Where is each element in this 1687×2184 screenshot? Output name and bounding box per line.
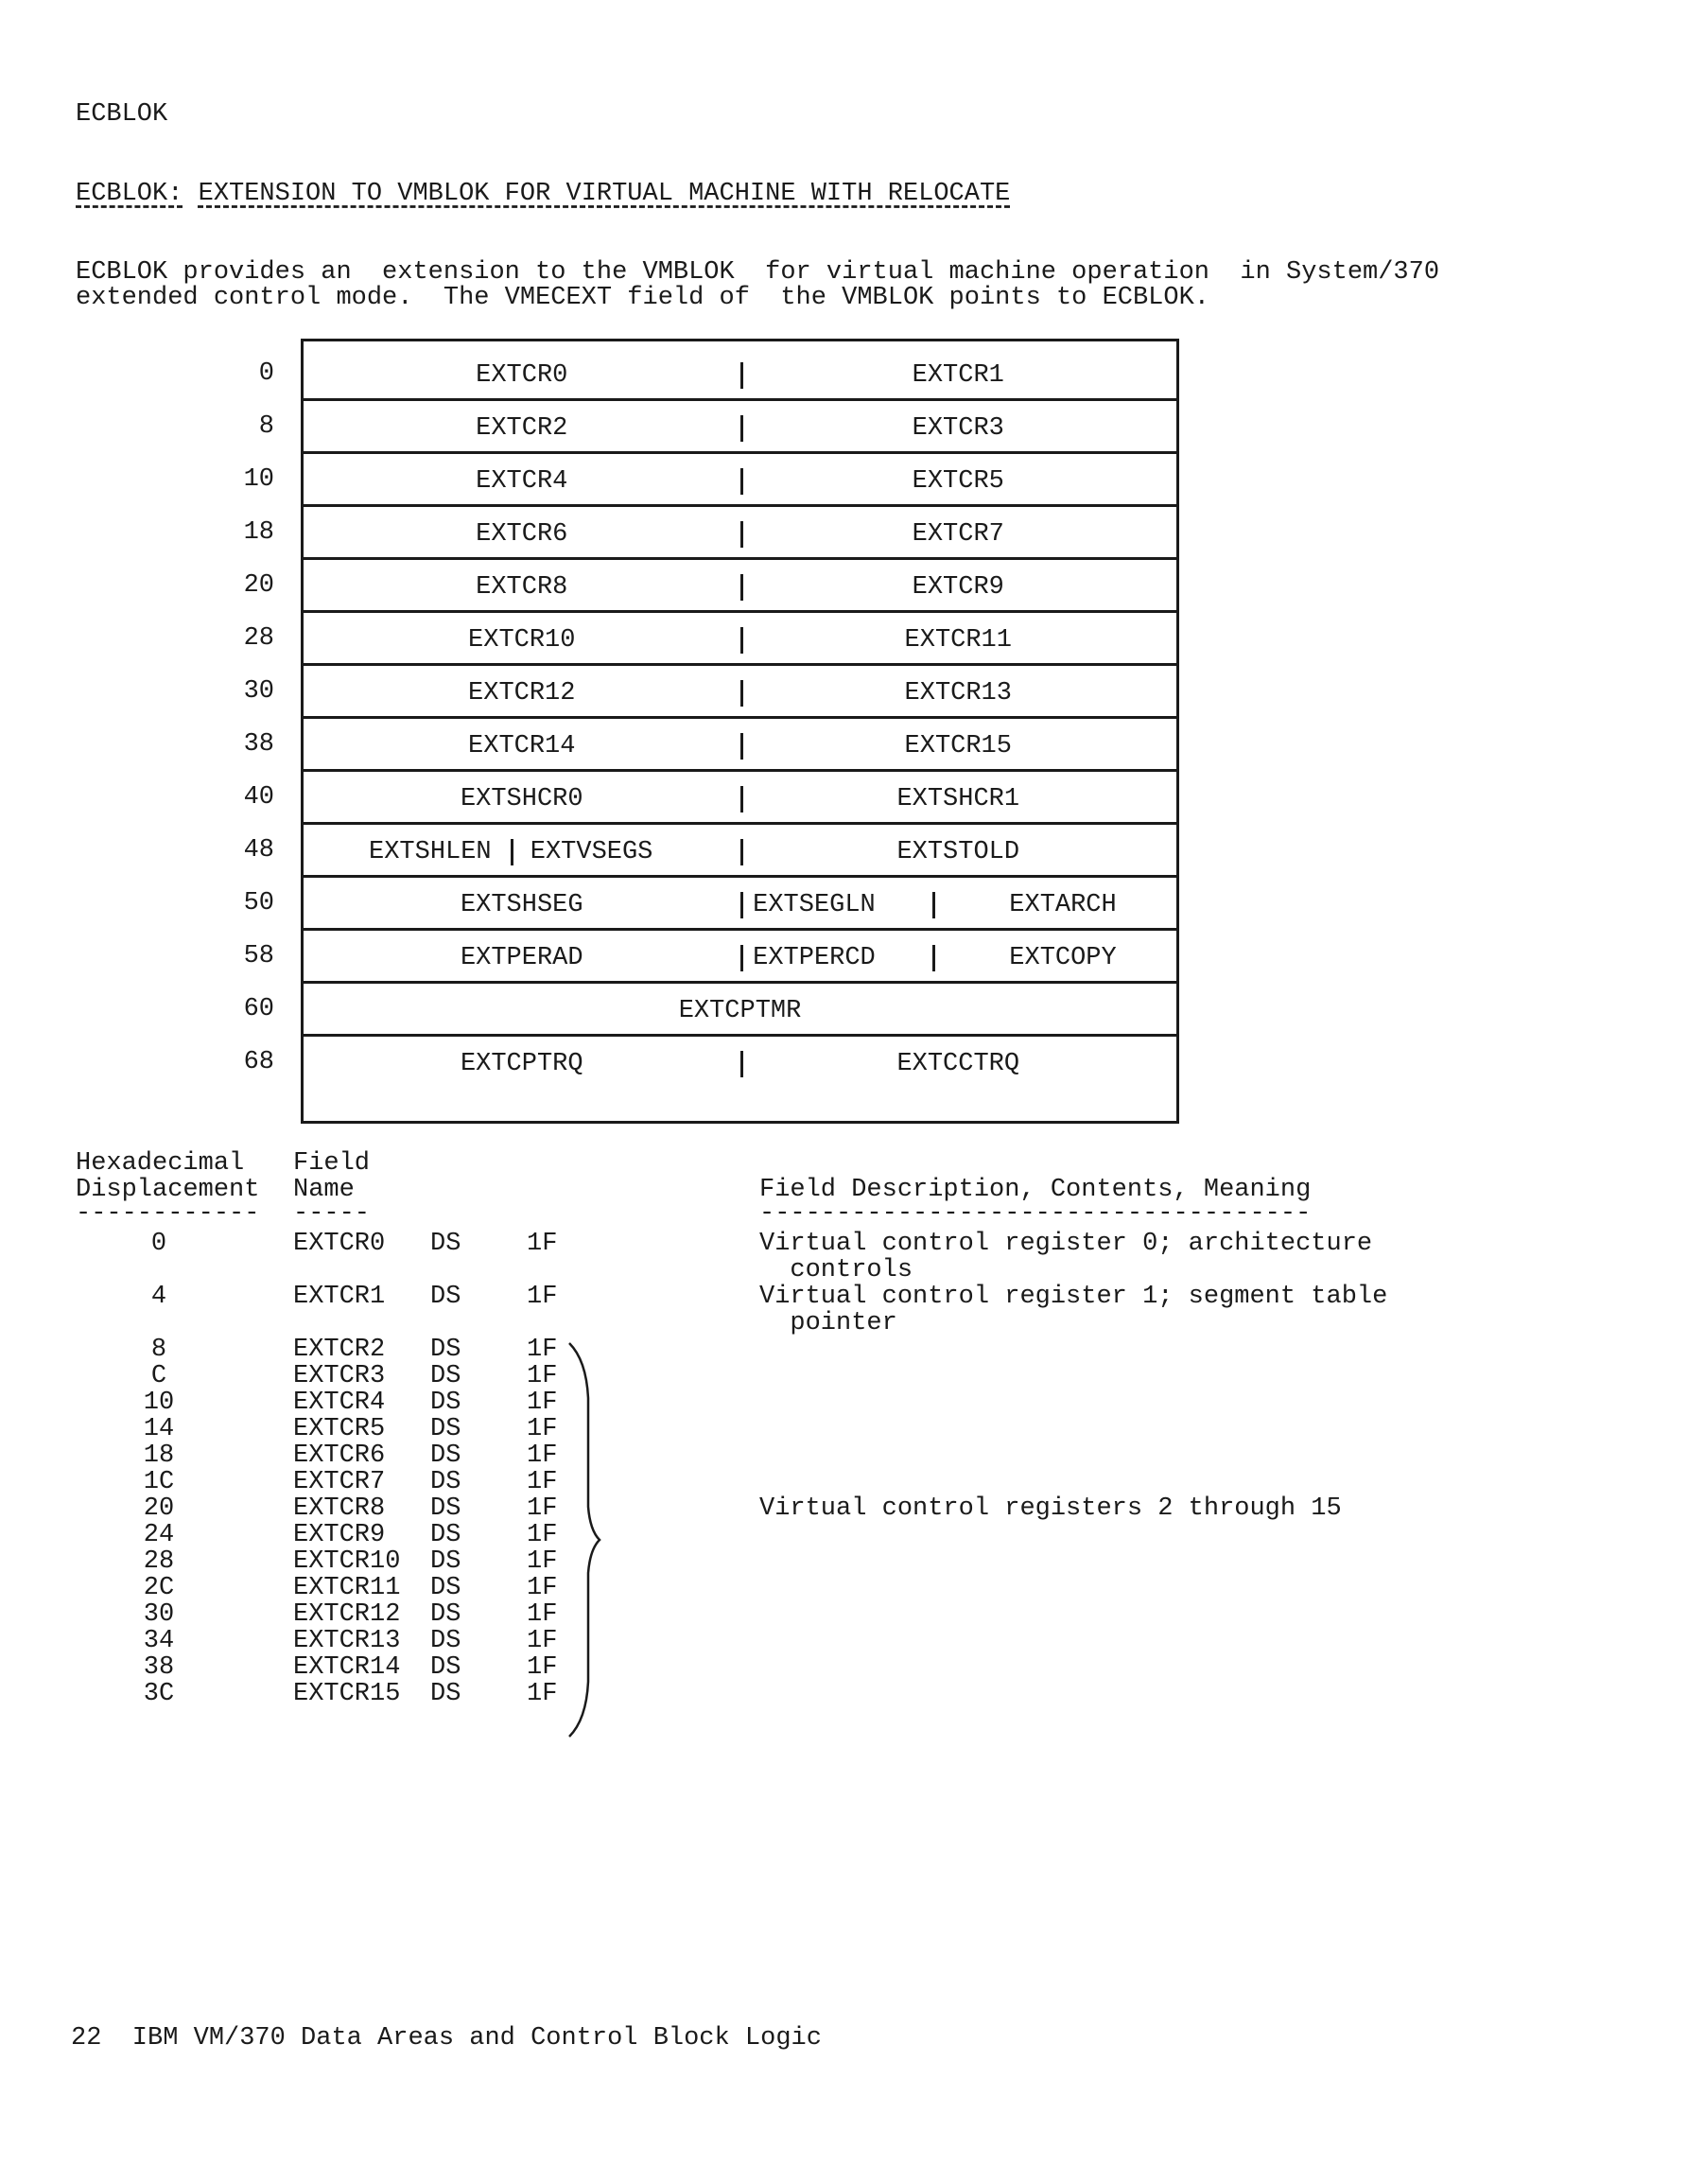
field-cell-extcr14: EXTCR14 [468,732,576,760]
row-divider [304,1034,1176,1037]
field-cell-extcr4: EXTCR4 [476,467,568,496]
field-cell-extcr12: EXTCR12 [468,679,576,708]
page-footer: 22 IBM VM/370 Data Areas and Control Block Logic [71,2024,822,2053]
field-cell-extperad: EXTPERAD [460,944,583,972]
field-disp: 0 [150,1230,167,1258]
field-name: EXTCR0 [293,1230,386,1258]
field-type: DS [430,1627,461,1655]
field-cell-extcr7: EXTCR7 [912,520,1004,549]
cell-divider [740,786,743,812]
field-cell-extcr3: EXTCR3 [912,414,1004,443]
field-disp: 3C [143,1680,175,1708]
field-name: EXTCR13 [293,1627,401,1655]
field-disp: 18 [143,1441,175,1470]
cell-divider [740,733,743,760]
row-divider [304,716,1176,719]
field-name: EXTCR15 [293,1680,401,1708]
field-cell-extcr0: EXTCR0 [476,361,568,390]
field-type: DS [430,1230,461,1258]
row-divider [304,822,1176,825]
field-len: 1F [527,1680,558,1708]
field-disp: 1C [143,1468,175,1496]
field-len: 1F [527,1547,558,1576]
row-divider [304,663,1176,666]
col-header-name-1: Field [293,1149,371,1178]
cell-divider [740,521,743,548]
offset-label: 10 [243,465,274,494]
field-len: 1F [527,1574,558,1602]
row-divider [304,451,1176,454]
layout-row [304,720,1176,773]
field-desc: Virtual control register 0; architecture [759,1230,1373,1258]
row-divider [304,610,1176,613]
field-cell-extcr6: EXTCR6 [476,520,568,549]
field-len: 1F [527,1389,558,1417]
layout-row [304,932,1176,985]
cell-divider [511,839,513,865]
layout-row [304,402,1176,455]
cell-divider [740,415,743,442]
cell-divider [740,680,743,707]
field-len: 1F [527,1627,558,1655]
cell-divider [740,892,743,918]
field-len: 1F [527,1362,558,1390]
layout-row [304,667,1176,720]
row-divider [304,398,1176,401]
offset-label: 68 [243,1048,274,1076]
field-cell-extshlen: EXTSHLEN [369,838,492,866]
field-disp: 14 [143,1415,175,1443]
field-name: EXTCR6 [293,1441,386,1470]
cell-divider [932,892,935,918]
field-name: EXTCR5 [293,1415,386,1443]
row-divider [304,769,1176,772]
field-name: EXTCR10 [293,1547,401,1576]
offset-label: 30 [243,677,274,706]
offset-label: 38 [243,730,274,759]
field-cell-extcptrq: EXTCPTRQ [460,1050,583,1078]
field-len: 1F [527,1441,558,1470]
rule-desc: ------------------------------------ [759,1199,1312,1228]
field-name: EXTCR11 [293,1574,401,1602]
field-type: DS [430,1362,461,1390]
field-name: EXTCR7 [293,1468,386,1496]
rule-name: ----- [293,1199,371,1228]
field-disp: 30 [143,1600,175,1629]
field-name: EXTCR3 [293,1362,386,1390]
cell-divider [740,627,743,654]
field-cell-extstold: EXTSTOLD [896,838,1020,866]
intro-line-2: extended control mode. The VMECEXT field of the VMBLOK points to ECBLOK. [76,284,1209,312]
field-disp: 4 [150,1283,167,1311]
field-cell-extcr2: EXTCR2 [476,414,568,443]
field-len: 1F [527,1230,558,1258]
field-type: DS [430,1680,461,1708]
field-cell-extcr13: EXTCR13 [904,679,1012,708]
col-header-desc: Field Description, Contents, Meaning [759,1176,1312,1204]
field-desc-cont: pointer [759,1309,897,1337]
col-header-disp-1: Hexadecimal [76,1149,245,1178]
field-disp: 28 [143,1547,175,1576]
offset-label: 58 [243,942,274,970]
field-cell-extcptmr: EXTCPTMR [678,997,802,1025]
field-disp: 34 [143,1627,175,1655]
field-type: DS [430,1283,461,1311]
layout-row [304,614,1176,667]
field-cell-extcr1: EXTCR1 [912,361,1004,390]
offset-label: 50 [243,889,274,917]
field-desc-cont: controls [759,1256,913,1284]
field-type: DS [430,1547,461,1576]
field-len: 1F [527,1283,558,1311]
field-name: EXTCR12 [293,1600,401,1629]
layout-row [304,826,1176,879]
field-disp: 38 [143,1653,175,1682]
field-type: DS [430,1494,461,1523]
field-cell-extcr5: EXTCR5 [912,467,1004,496]
layout-diagram [301,339,1179,1124]
layout-row [304,773,1176,826]
field-len: 1F [527,1336,558,1364]
field-cell-extcr10: EXTCR10 [468,626,576,655]
field-cell-extcr8: EXTCR8 [476,573,568,602]
field-type: DS [430,1415,461,1443]
field-type: DS [430,1468,461,1496]
field-type: DS [430,1574,461,1602]
offset-label: 40 [243,783,274,812]
field-cell-extcr15: EXTCR15 [904,732,1012,760]
row-divider [304,981,1176,984]
field-type: DS [430,1441,461,1470]
cell-divider [740,574,743,601]
intro-line-1: ECBLOK provides an extension to the VMBLOK for virtual machine operation in System/370 [76,258,1440,287]
group-description: Virtual control registers 2 through 15 [759,1494,1342,1523]
field-type: DS [430,1521,461,1549]
field-name: EXTCR14 [293,1653,401,1682]
layout-row [304,455,1176,508]
field-cell-extcr9: EXTCR9 [912,573,1004,602]
field-len: 1F [527,1521,558,1549]
field-desc: Virtual control register 1; segment table [759,1283,1388,1311]
field-name: EXTCR9 [293,1521,386,1549]
field-cell-extcopy: EXTCOPY [1009,944,1117,972]
field-cell-extshcr0: EXTSHCR0 [460,785,583,813]
cell-divider [740,1051,743,1077]
field-len: 1F [527,1468,558,1496]
page-header: ECBLOK [76,100,168,129]
col-header-name-2: Name [293,1176,355,1204]
field-len: 1F [527,1600,558,1629]
group-brace [567,1341,605,1738]
cell-divider [740,362,743,389]
field-name: EXTCR4 [293,1389,386,1417]
cell-divider [740,945,743,971]
page-title [76,180,1010,208]
block-title: EXTENSION TO VMBLOK FOR VIRTUAL MACHINE WITH RELOCATE [198,180,1011,208]
field-len: 1F [527,1415,558,1443]
field-name: EXTCR8 [293,1494,386,1523]
field-len: 1F [527,1653,558,1682]
layout-row [304,349,1176,402]
field-disp: 8 [150,1336,167,1364]
field-disp: C [150,1362,167,1390]
field-type: DS [430,1336,461,1364]
offset-label: 48 [243,836,274,865]
layout-row [304,508,1176,561]
field-name: EXTCR1 [293,1283,386,1311]
field-cell-extpercd: EXTPERCD [753,944,876,972]
field-type: DS [430,1653,461,1682]
field-disp: 24 [143,1521,175,1549]
layout-row [304,985,1176,1038]
field-cell-extcr11: EXTCR11 [904,626,1012,655]
field-cell-extcctrq: EXTCCTRQ [896,1050,1020,1078]
row-divider [304,928,1176,931]
offset-label: 8 [258,412,274,441]
layout-row [304,879,1176,932]
row-divider [304,557,1176,560]
col-header-disp-2: Displacement [76,1176,260,1204]
field-type: DS [430,1389,461,1417]
field-cell-extarch: EXTARCH [1009,891,1117,919]
row-divider [304,875,1176,878]
field-cell-extshseg: EXTSHSEG [460,891,583,919]
field-cell-extsegln: EXTSEGLN [753,891,876,919]
layout-row [304,561,1176,614]
cell-divider [740,839,743,865]
block-name: ECBLOK: [76,180,183,208]
field-len: 1F [527,1494,558,1523]
field-disp: 20 [143,1494,175,1523]
rule-disp: ------------ [76,1199,260,1228]
field-disp: 10 [143,1389,175,1417]
offset-label: 0 [258,359,274,388]
offset-label: 60 [243,995,274,1023]
offset-label: 28 [243,624,274,653]
cell-divider [932,945,935,971]
offset-label: 18 [243,518,274,547]
layout-row [304,1038,1176,1091]
offset-label: 20 [243,571,274,600]
field-name: EXTCR2 [293,1336,386,1364]
field-cell-extshcr1: EXTSHCR1 [896,785,1020,813]
field-type: DS [430,1600,461,1629]
row-divider [304,504,1176,507]
field-cell-extvsegs: EXTVSEGS [530,838,653,866]
cell-divider [740,468,743,495]
field-disp: 2C [143,1574,175,1602]
